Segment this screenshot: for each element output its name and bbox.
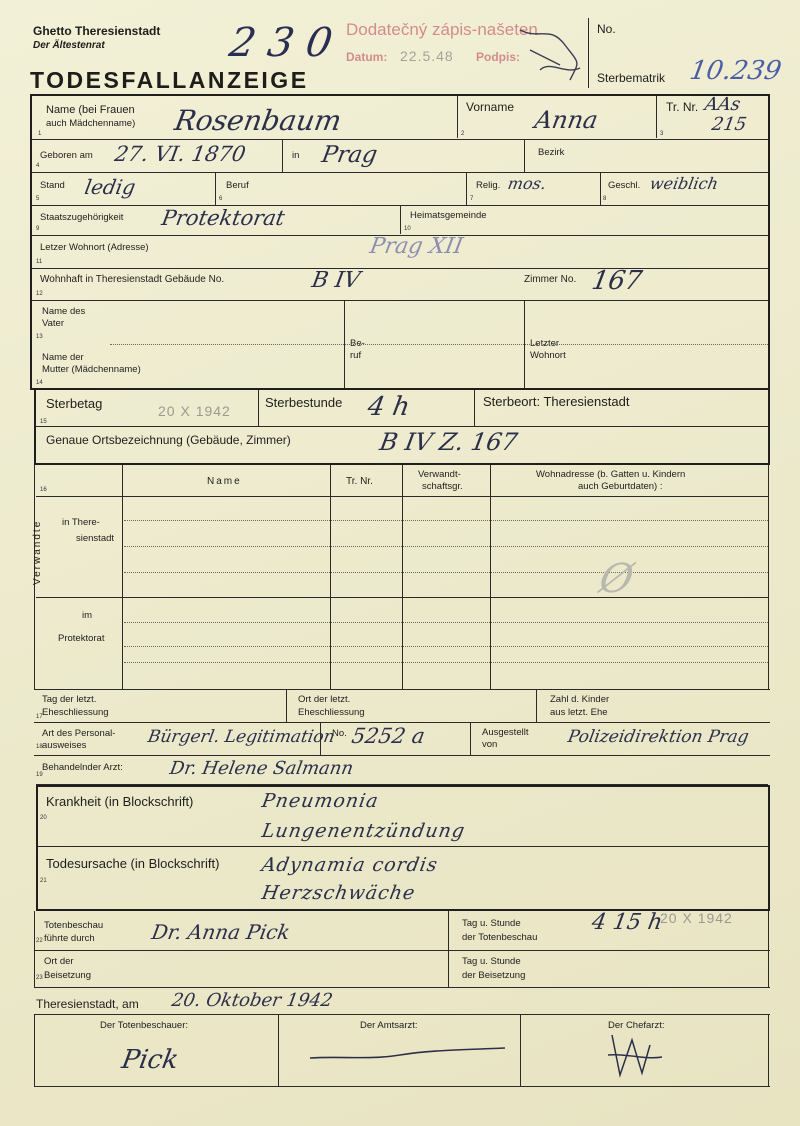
trnr-value-2: 215 (710, 114, 749, 135)
field-number: 10 (404, 226, 411, 232)
tag-totenbeschau-stamp: 20 X 1942 (660, 910, 733, 926)
no-label: No. (597, 22, 616, 36)
ausgestellt-label-2: von (482, 739, 498, 750)
tag-beisetzung-label-1: Tag u. Stunde (462, 956, 521, 967)
field-number: 3 (660, 131, 664, 137)
wohnort-label: Letzer Wohnort (Adresse) (40, 242, 149, 253)
field-number: 18 (36, 744, 43, 750)
surname-value: Rosenbaum (172, 104, 345, 137)
vorname-label: Vorname (466, 100, 515, 114)
relig-label: Relig. (476, 180, 501, 191)
field-number: 17 (36, 714, 43, 720)
totenbeschauer-label: Der Totenbeschauer: (100, 1020, 189, 1031)
ausweis-label-2: ausweises (42, 740, 87, 751)
vater-label-1: Name des (42, 306, 86, 317)
vorname-value: Anna (532, 106, 601, 134)
ort-ehe-label-1: Ort der letzt. (298, 694, 351, 705)
sterbestunde-label: Sterbestunde (265, 395, 343, 410)
wohnhaft-value: B IV (309, 268, 362, 293)
sterbematrik-label: Sterbematrik (597, 71, 666, 85)
void-mark: Ø (595, 556, 637, 602)
relig-value: mos. (506, 174, 548, 193)
scribble-signature-icon (510, 20, 590, 90)
field-number: 16 (40, 487, 47, 493)
name-label-2: auch Mädchenname) (46, 118, 136, 129)
ausgestellt-label-1: Ausgestellt (482, 727, 529, 738)
field-number: 5 (36, 196, 40, 202)
col-name-header: Name (207, 476, 242, 487)
parent-letzter-label-1: Letzter (530, 338, 560, 349)
trnr-label: Tr. Nr. (666, 100, 699, 114)
podpis-label: Podpis: (476, 50, 520, 64)
col-verw-header-1: Verwandt- (418, 469, 461, 480)
zimmer-value: 167 (589, 266, 645, 296)
sterbeort-label: Sterbeort: Theresienstadt (483, 394, 630, 409)
field-number: 23 (36, 975, 43, 981)
tag-totenbeschau-label-2: der Totenbeschau (462, 932, 538, 943)
parent-beruf-label-2: ruf (350, 350, 362, 361)
ausweis-no-value: 5252 a (349, 724, 427, 748)
col-trnr-header: Tr. Nr. (346, 476, 373, 487)
totenbeschau-value: Dr. Anna Pick (149, 920, 292, 944)
field-number: 12 (36, 291, 43, 297)
todesursache-label: Todesursache (in Blockschrift) (46, 856, 220, 871)
ausgestellt-value: Polizeidirektion Prag (566, 727, 751, 747)
zahl-kinder-label-1: Zahl d. Kinder (550, 694, 610, 705)
totenbeschau-label-1: Totenbeschau (44, 920, 104, 931)
ort-ehe-label-2: Eheschliessung (298, 707, 365, 718)
ausweis-label-1: Art des Personal- (42, 728, 116, 739)
field-number: 22 (36, 938, 43, 944)
org-line-1: Ghetto Theresienstadt (33, 24, 161, 38)
zimmer-label: Zimmer No. (524, 274, 577, 285)
totenbeschauer-signature: Pick (119, 1045, 181, 1075)
col-adr-header-2: auch Geburtdaten) : (578, 481, 663, 492)
mutter-label-2: Mutter (Mädchenname) (42, 364, 141, 375)
amtsarzt-label: Der Amtsarzt: (360, 1020, 418, 1031)
field-number: 1 (38, 131, 42, 137)
name-label: Name (bei Frauen (46, 104, 135, 116)
stand-label: Stand (40, 180, 65, 191)
im-prot-label-2: Protektorat (58, 633, 105, 644)
ortsbezeichnung-label: Genaue Ortsbezeichnung (Gebäude, Zimmer) (46, 433, 291, 447)
datum-value: 22.5.48 (400, 48, 454, 64)
trnr-value-1: AAs (703, 94, 743, 115)
wohnort-value: Prag XII (367, 234, 465, 259)
chefarzt-label: Der Chefarzt: (608, 1020, 665, 1031)
col-adr-header-1: Wohnadresse (b. Gatten u. Kindern (536, 469, 686, 480)
mutter-label-1: Name der (42, 352, 84, 363)
in-label: in (292, 150, 300, 161)
sterbestunde-value: 4 h (365, 392, 413, 422)
beruf-label: Beruf (226, 180, 249, 191)
document-title: TODESFALLANZEIGE (30, 67, 309, 93)
supplement-stamp: Dodatečný zápis-našeten (346, 20, 538, 39)
field-number: 13 (36, 334, 43, 340)
field-number: 19 (36, 772, 43, 778)
ausweis-no-label: No. (332, 728, 347, 739)
field-number: 7 (470, 196, 474, 202)
ausweis-value: Bürgerl. Legitimation (146, 727, 337, 747)
zahl-kinder-label-2: aus letzt. Ehe (550, 707, 608, 718)
verwandte-side-label: Verwandte (32, 519, 43, 585)
ortsbezeichnung-value: B IV Z. 167 (377, 428, 520, 456)
field-number: 11 (36, 259, 43, 265)
geboren-label: Geboren am (40, 150, 93, 161)
im-prot-label-1: im (82, 610, 93, 621)
field-number: 6 (219, 196, 223, 202)
todesursache-value-2: Herzschwäche (260, 882, 418, 904)
geboren-value: 27. VI. 1870 (112, 142, 248, 166)
amtsarzt-signature-icon (300, 1040, 510, 1070)
todesursache-value-1: Adynamia cordis (260, 854, 440, 876)
in-there-label-2: sienstadt (76, 533, 115, 544)
field-number: 15 (40, 419, 47, 425)
tag-ehe-label-2: Eheschliessung (42, 707, 109, 718)
field-number: 20 (40, 815, 47, 821)
chefarzt-signature-icon (600, 1025, 670, 1085)
ort-beisetzung-label-1: Ort der (44, 956, 74, 967)
tag-beisetzung-label-2: der Beisetzung (462, 970, 526, 981)
field-number: 21 (40, 878, 47, 884)
field-number: 8 (603, 196, 607, 202)
in-there-label-1: in There- (62, 517, 100, 528)
krankheit-value-1: Pneumonia (260, 790, 381, 812)
krankheit-value-2: Lungenentzündung (260, 820, 468, 842)
parent-beruf-label-1: Be- (350, 338, 365, 349)
col-verw-header-2: schaftsgr. (422, 481, 463, 492)
staat-value: Protektorat (159, 206, 287, 230)
org-line-2: Der Ältestenrat (33, 40, 105, 51)
place-date-label: Theresienstadt, am (36, 997, 139, 1011)
place-date-value: 20. Oktober 1942 (170, 990, 335, 1011)
sterbetag-stamp: 20 X 1942 (158, 403, 231, 419)
sterbematrik-value: 10.239 (687, 56, 784, 86)
tag-ehe-label-1: Tag der letzt. (42, 694, 97, 705)
sterbetag-label: Sterbetag (46, 396, 103, 411)
ort-beisetzung-label-2: Beisetzung (44, 970, 92, 981)
arzt-label: Behandelnder Arzt: (42, 762, 123, 773)
bezirk-label: Bezirk (538, 147, 565, 158)
tag-totenbeschau-label-1: Tag u. Stunde (462, 918, 521, 929)
field-number: 9 (36, 226, 40, 232)
wohnhaft-label: Wohnhaft in Theresienstadt Gebäude No. (40, 274, 225, 285)
staat-label: Staatszugehörigkeit (40, 212, 124, 223)
vater-label-2: Vater (42, 318, 65, 329)
birthplace-value: Prag (319, 142, 380, 168)
stand-value: ledig (82, 175, 138, 199)
parent-letzter-label-2: Wohnort (530, 350, 566, 361)
heimat-label: Heimatsgemeinde (410, 210, 487, 221)
field-number: 2 (461, 131, 465, 137)
geschl-value: weiblich (648, 174, 720, 193)
tag-totenbeschau-value: 4 15 h (589, 910, 665, 935)
handwritten-file-number: 2 3 0 (225, 20, 336, 66)
datum-label: Datum: (346, 50, 388, 64)
totenbeschau-label-2: führte durch (44, 933, 95, 944)
field-number: 14 (36, 380, 43, 386)
field-number: 4 (36, 163, 40, 169)
krankheit-label: Krankheit (in Blockschrift) (46, 794, 194, 809)
arzt-value: Dr. Helene Salmann (168, 758, 355, 779)
geschl-label: Geschl. (608, 180, 641, 191)
